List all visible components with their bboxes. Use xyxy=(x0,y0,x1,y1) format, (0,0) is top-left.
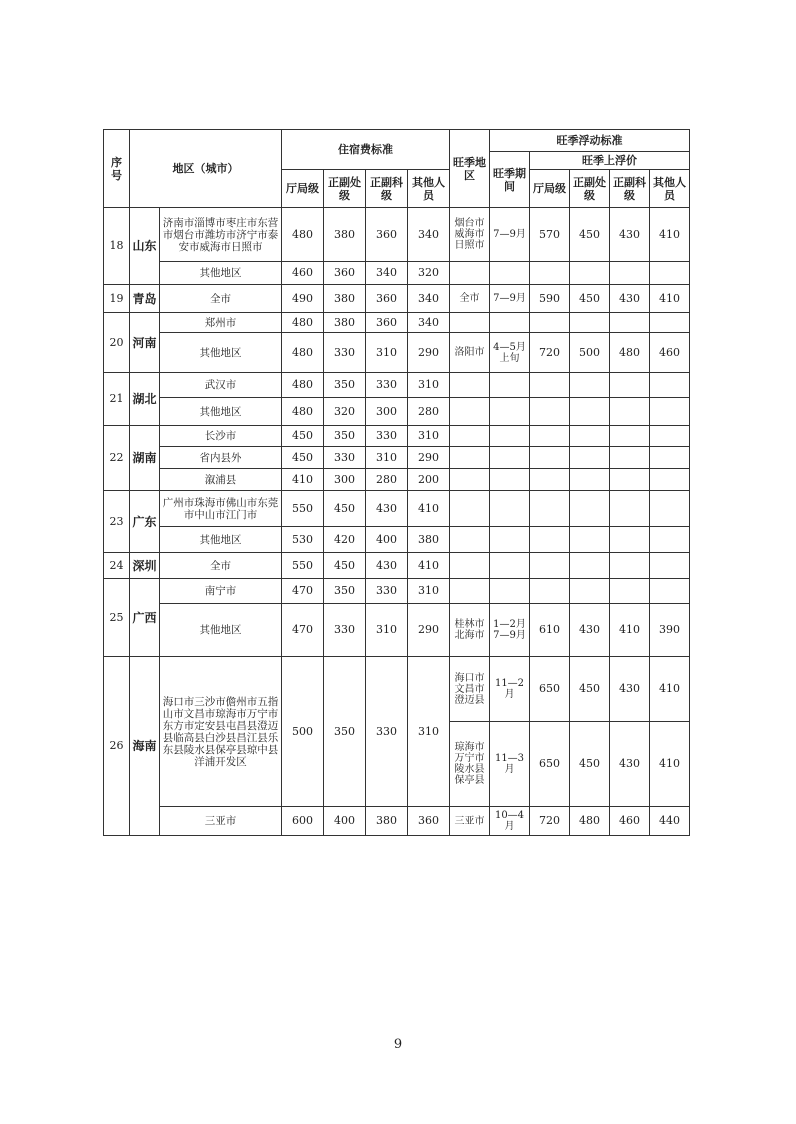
value-cell: 310 xyxy=(366,333,408,373)
empty-cell xyxy=(450,579,490,604)
value-cell: 430 xyxy=(366,553,408,579)
value-cell: 310 xyxy=(366,604,408,657)
value-cell: 480 xyxy=(282,208,324,262)
peak-value-cell: 430 xyxy=(610,722,650,807)
empty-cell xyxy=(490,553,530,579)
value-cell: 350 xyxy=(324,426,366,447)
empty-cell xyxy=(530,527,570,553)
value-cell: 360 xyxy=(366,285,408,313)
lodging-standards-table xyxy=(103,129,690,836)
empty-cell xyxy=(570,579,610,604)
value-cell: 380 xyxy=(324,285,366,313)
peak-period-cell: 4—5月上旬 xyxy=(490,333,530,373)
row-number: 23 xyxy=(104,491,130,553)
peak-region-cell: 洛阳市 xyxy=(450,333,490,373)
empty-cell xyxy=(450,527,490,553)
empty-cell xyxy=(610,469,650,491)
empty-cell xyxy=(570,373,610,398)
value-cell: 290 xyxy=(408,604,450,657)
city-cell: 三亚市 xyxy=(160,807,282,836)
value-cell: 310 xyxy=(408,426,450,447)
empty-cell xyxy=(450,491,490,527)
table-row xyxy=(104,657,690,722)
peak-value-cell: 720 xyxy=(530,333,570,373)
header-seq: 序号 xyxy=(104,130,130,208)
peak-value-cell: 650 xyxy=(530,657,570,722)
peak-region-cell: 桂林市北海市 xyxy=(450,604,490,657)
empty-cell xyxy=(490,447,530,469)
empty-cell xyxy=(650,262,690,285)
empty-cell xyxy=(650,313,690,333)
row-number: 21 xyxy=(104,373,130,426)
empty-cell xyxy=(570,447,610,469)
empty-cell xyxy=(490,426,530,447)
empty-cell xyxy=(610,398,650,426)
value-cell: 400 xyxy=(366,527,408,553)
value-cell: 340 xyxy=(408,208,450,262)
empty-cell xyxy=(450,262,490,285)
value-cell: 330 xyxy=(366,426,408,447)
empty-cell xyxy=(650,426,690,447)
peak-value-cell: 430 xyxy=(610,285,650,313)
city-cell: 溆浦县 xyxy=(160,469,282,491)
city-cell: 济南市淄博市枣庄市东营市烟台市潍坊市济宁市泰安市威海市日照市 xyxy=(160,208,282,262)
value-cell: 280 xyxy=(408,398,450,426)
province-cell: 广西 xyxy=(130,579,160,657)
empty-cell xyxy=(610,553,650,579)
value-cell: 340 xyxy=(408,313,450,333)
empty-cell xyxy=(530,426,570,447)
empty-cell xyxy=(450,373,490,398)
city-cell: 其他地区 xyxy=(160,527,282,553)
province-cell: 河南 xyxy=(130,313,160,373)
value-cell: 310 xyxy=(408,373,450,398)
header-region: 地区（城市） xyxy=(130,130,282,208)
empty-cell xyxy=(570,426,610,447)
value-cell: 450 xyxy=(324,491,366,527)
value-cell: 280 xyxy=(366,469,408,491)
value-cell: 290 xyxy=(408,333,450,373)
value-cell: 330 xyxy=(324,447,366,469)
city-cell: 其他地区 xyxy=(160,604,282,657)
empty-cell xyxy=(570,553,610,579)
value-cell: 430 xyxy=(366,491,408,527)
row-number: 22 xyxy=(104,426,130,491)
value-cell: 450 xyxy=(282,447,324,469)
value-cell: 470 xyxy=(282,604,324,657)
row-number: 18 xyxy=(104,208,130,285)
value-cell: 330 xyxy=(366,657,408,807)
value-cell: 320 xyxy=(408,262,450,285)
table-row xyxy=(104,527,690,553)
value-cell: 290 xyxy=(408,447,450,469)
empty-cell xyxy=(650,447,690,469)
peak-value-cell: 410 xyxy=(650,657,690,722)
table-row xyxy=(104,491,690,527)
empty-cell xyxy=(610,579,650,604)
header-level: 厅局级 xyxy=(282,170,324,208)
peak-value-cell: 590 xyxy=(530,285,570,313)
peak-region-cell: 全市 xyxy=(450,285,490,313)
value-cell: 310 xyxy=(408,657,450,807)
header-level: 正副科级 xyxy=(366,170,408,208)
header-peak-period: 旺季期间 xyxy=(490,152,530,208)
empty-cell xyxy=(490,398,530,426)
table-row xyxy=(104,313,690,333)
value-cell: 360 xyxy=(366,208,408,262)
value-cell: 380 xyxy=(366,807,408,836)
header-level: 厅局级 xyxy=(530,170,570,208)
value-cell: 490 xyxy=(282,285,324,313)
peak-value-cell: 610 xyxy=(530,604,570,657)
province-cell: 湖南 xyxy=(130,426,160,491)
table-row xyxy=(104,285,690,313)
value-cell: 500 xyxy=(282,657,324,807)
peak-value-cell: 570 xyxy=(530,208,570,262)
header-level: 其他人员 xyxy=(650,170,690,208)
empty-cell xyxy=(530,553,570,579)
value-cell: 410 xyxy=(408,553,450,579)
peak-value-cell: 450 xyxy=(570,657,610,722)
value-cell: 360 xyxy=(324,262,366,285)
table-row xyxy=(104,469,690,491)
header-level: 正副处级 xyxy=(324,170,366,208)
value-cell: 330 xyxy=(366,579,408,604)
city-cell: 全市 xyxy=(160,285,282,313)
row-number: 19 xyxy=(104,285,130,313)
peak-period-cell: 11—2月 xyxy=(490,657,530,722)
city-cell: 长沙市 xyxy=(160,426,282,447)
peak-value-cell: 450 xyxy=(570,285,610,313)
peak-value-cell: 410 xyxy=(650,208,690,262)
value-cell: 480 xyxy=(282,333,324,373)
table-row xyxy=(104,373,690,398)
header-peak-region: 旺季地区 xyxy=(450,130,490,208)
peak-region-cell: 三亚市 xyxy=(450,807,490,836)
peak-value-cell: 390 xyxy=(650,604,690,657)
empty-cell xyxy=(530,491,570,527)
value-cell: 360 xyxy=(408,807,450,836)
value-cell: 380 xyxy=(408,527,450,553)
row-number: 20 xyxy=(104,313,130,373)
peak-value-cell: 410 xyxy=(650,285,690,313)
empty-cell xyxy=(490,373,530,398)
peak-region-cell: 琼海市万宁市陵水县保亭县 xyxy=(450,722,490,807)
city-cell: 南宁市 xyxy=(160,579,282,604)
value-cell: 460 xyxy=(282,262,324,285)
empty-cell xyxy=(610,447,650,469)
city-cell: 广州市珠海市佛山市东莞市中山市江门市 xyxy=(160,491,282,527)
table-row xyxy=(104,426,690,447)
value-cell: 350 xyxy=(324,657,366,807)
province-cell: 青岛 xyxy=(130,285,160,313)
empty-cell xyxy=(610,262,650,285)
value-cell: 400 xyxy=(324,807,366,836)
empty-cell xyxy=(530,398,570,426)
empty-cell xyxy=(490,527,530,553)
value-cell: 300 xyxy=(324,469,366,491)
table-row xyxy=(104,208,690,262)
value-cell: 450 xyxy=(324,553,366,579)
empty-cell xyxy=(650,469,690,491)
peak-value-cell: 480 xyxy=(570,807,610,836)
empty-cell xyxy=(570,469,610,491)
header-level: 正副处级 xyxy=(570,170,610,208)
empty-cell xyxy=(490,262,530,285)
peak-value-cell: 430 xyxy=(610,657,650,722)
header-peak-upper: 旺季上浮价 xyxy=(530,152,690,170)
empty-cell xyxy=(610,491,650,527)
province-cell: 湖北 xyxy=(130,373,160,426)
peak-period-cell: 11—3月 xyxy=(490,722,530,807)
value-cell: 330 xyxy=(366,373,408,398)
value-cell: 340 xyxy=(366,262,408,285)
empty-cell xyxy=(450,447,490,469)
value-cell: 320 xyxy=(324,398,366,426)
value-cell: 380 xyxy=(324,208,366,262)
empty-cell xyxy=(530,262,570,285)
value-cell: 340 xyxy=(408,285,450,313)
province-cell: 山东 xyxy=(130,208,160,285)
empty-cell xyxy=(650,398,690,426)
province-cell: 海南 xyxy=(130,657,160,836)
table-row xyxy=(104,447,690,469)
peak-value-cell: 430 xyxy=(570,604,610,657)
value-cell: 310 xyxy=(366,447,408,469)
empty-cell xyxy=(530,447,570,469)
value-cell: 200 xyxy=(408,469,450,491)
city-cell: 省内县外 xyxy=(160,447,282,469)
peak-region-cell: 海口市文昌市澄迈县 xyxy=(450,657,490,722)
value-cell: 550 xyxy=(282,553,324,579)
header-level: 其他人员 xyxy=(408,170,450,208)
value-cell: 330 xyxy=(324,604,366,657)
empty-cell xyxy=(650,553,690,579)
table-row xyxy=(104,333,690,373)
city-cell: 其他地区 xyxy=(160,398,282,426)
header-lodging: 住宿费标准 xyxy=(282,130,450,170)
peak-value-cell: 460 xyxy=(610,807,650,836)
empty-cell xyxy=(450,553,490,579)
value-cell: 420 xyxy=(324,527,366,553)
empty-cell xyxy=(450,426,490,447)
city-cell: 其他地区 xyxy=(160,262,282,285)
empty-cell xyxy=(490,579,530,604)
peak-value-cell: 450 xyxy=(570,208,610,262)
table-row xyxy=(104,262,690,285)
value-cell: 600 xyxy=(282,807,324,836)
value-cell: 410 xyxy=(408,491,450,527)
empty-cell xyxy=(570,527,610,553)
value-cell: 350 xyxy=(324,373,366,398)
city-cell: 其他地区 xyxy=(160,333,282,373)
value-cell: 330 xyxy=(324,333,366,373)
value-cell: 300 xyxy=(366,398,408,426)
value-cell: 350 xyxy=(324,579,366,604)
empty-cell xyxy=(650,527,690,553)
row-number: 24 xyxy=(104,553,130,579)
table-row xyxy=(104,807,690,836)
table-row xyxy=(104,604,690,657)
peak-value-cell: 440 xyxy=(650,807,690,836)
empty-cell xyxy=(610,527,650,553)
peak-value-cell: 480 xyxy=(610,333,650,373)
empty-cell xyxy=(610,426,650,447)
empty-cell xyxy=(530,373,570,398)
peak-value-cell: 410 xyxy=(610,604,650,657)
peak-value-cell: 500 xyxy=(570,333,610,373)
peak-period-cell: 7—9月 xyxy=(490,208,530,262)
empty-cell xyxy=(490,313,530,333)
value-cell: 480 xyxy=(282,373,324,398)
row-number: 25 xyxy=(104,579,130,657)
province-cell: 深圳 xyxy=(130,553,160,579)
value-cell: 480 xyxy=(282,313,324,333)
empty-cell xyxy=(650,579,690,604)
province-cell: 广东 xyxy=(130,491,160,553)
city-cell: 全市 xyxy=(160,553,282,579)
empty-cell xyxy=(530,313,570,333)
row-number: 26 xyxy=(104,657,130,836)
table-row xyxy=(104,398,690,426)
peak-period-cell: 7—9月 xyxy=(490,285,530,313)
value-cell: 480 xyxy=(282,398,324,426)
page-number: 9 xyxy=(393,1037,403,1052)
peak-value-cell: 430 xyxy=(610,208,650,262)
empty-cell xyxy=(490,491,530,527)
empty-cell xyxy=(610,373,650,398)
value-cell: 310 xyxy=(408,579,450,604)
table-row xyxy=(104,579,690,604)
peak-value-cell: 720 xyxy=(530,807,570,836)
city-cell: 郑州市 xyxy=(160,313,282,333)
header-level: 正副科级 xyxy=(610,170,650,208)
empty-cell xyxy=(450,469,490,491)
empty-cell xyxy=(530,469,570,491)
value-cell: 530 xyxy=(282,527,324,553)
table-row xyxy=(104,553,690,579)
empty-cell xyxy=(530,579,570,604)
city-cell: 武汉市 xyxy=(160,373,282,398)
peak-value-cell: 410 xyxy=(650,722,690,807)
empty-cell xyxy=(570,262,610,285)
peak-value-cell: 650 xyxy=(530,722,570,807)
empty-cell xyxy=(450,313,490,333)
peak-value-cell: 450 xyxy=(570,722,610,807)
value-cell: 380 xyxy=(324,313,366,333)
empty-cell xyxy=(570,491,610,527)
empty-cell xyxy=(570,313,610,333)
city-cell: 海口市三沙市儋州市五指山市文昌市琼海市万宁市东方市定安县屯昌县澄迈县临高县白沙县昌江县乐东县陵水县保亭县琼中县洋浦开发区 xyxy=(160,657,282,807)
value-cell: 410 xyxy=(282,469,324,491)
value-cell: 470 xyxy=(282,579,324,604)
peak-value-cell: 460 xyxy=(650,333,690,373)
peak-region-cell: 烟台市威海市日照市 xyxy=(450,208,490,262)
value-cell: 550 xyxy=(282,491,324,527)
value-cell: 450 xyxy=(282,426,324,447)
empty-cell xyxy=(490,469,530,491)
header-peak-float: 旺季浮动标准 xyxy=(490,130,690,152)
peak-period-cell: 10—4月 xyxy=(490,807,530,836)
empty-cell xyxy=(650,491,690,527)
peak-period-cell: 1—2月 7—9月 xyxy=(490,604,530,657)
empty-cell xyxy=(570,398,610,426)
empty-cell xyxy=(610,313,650,333)
empty-cell xyxy=(450,398,490,426)
value-cell: 360 xyxy=(366,313,408,333)
empty-cell xyxy=(650,373,690,398)
